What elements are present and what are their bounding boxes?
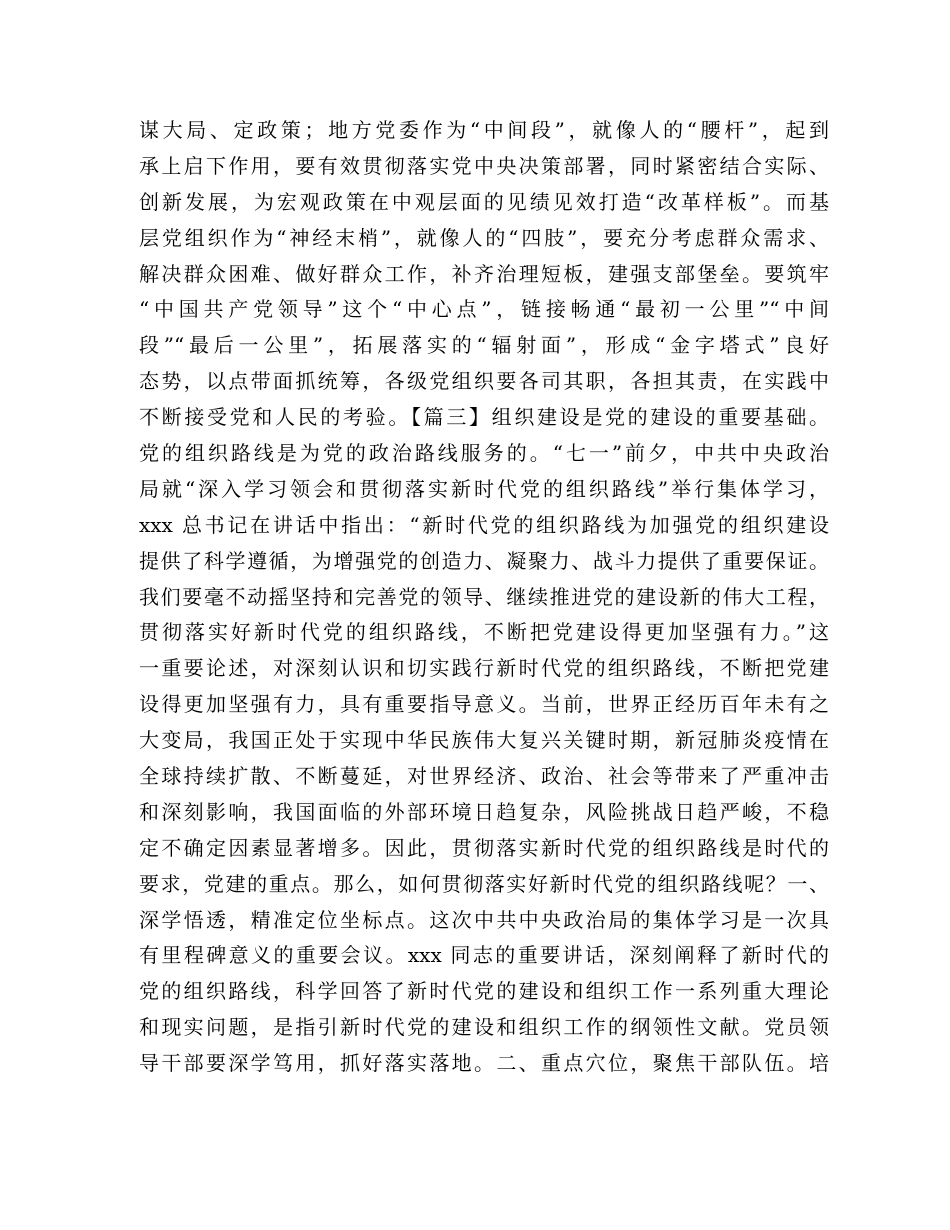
text-line: 党的组织路线，科学回答了新时代党的建设和组织工作一系列重大理论 xyxy=(139,979,829,1004)
text-line: “中国共产党领导”这个“中心点”，链接畅通“最初一公里”“中间 xyxy=(139,297,829,322)
text-line: 态势，以点带面抓统筹，各级党组织要各司其职，各担其责，在实践中 xyxy=(139,369,829,394)
text-line: 设得更加坚强有力，具有重要指导意义。当前，世界正经历百年未有之 xyxy=(139,692,829,717)
text-line: 创新发展，为宏观政策在中观层面的见绩见效打造“改革样板”。而基 xyxy=(139,189,829,214)
text-line: 党的组织路线是为党的政治路线服务的。“七一”前夕，中共中央政治 xyxy=(139,441,829,466)
text-line: 大变局，我国正处于实现中华民族伟大复兴关键时期，新冠肺炎疫情在 xyxy=(139,728,829,753)
text-line: 不断接受党和人民的考验。【篇三】组织建设是党的建设的重要基础。 xyxy=(139,405,829,430)
body-text xyxy=(139,113,829,1082)
text-line: 谋大局、定政策；地方党委作为“中间段”，就像人的“腰杆”，起到 xyxy=(139,118,829,142)
text-line: 段”“最后一公里”，拓展落实的“辐射面”，形成“金字塔式”良好 xyxy=(139,333,829,358)
text-line: 有里程碑意义的重要会议。xxx 同志的重要讲话，深刻阐释了新时代的 xyxy=(139,943,829,968)
text-line: 导干部要深学笃用，抓好落实落地。二、重点穴位，聚焦干部队伍。培 xyxy=(139,1051,829,1076)
text-line: 承上启下作用，要有效贯彻落实党中央决策部署，同时紧密结合实际、 xyxy=(139,153,829,178)
text-line: 和深刻影响，我国面临的外部环境日趋复杂，风险挑战日趋严峻，不稳 xyxy=(139,799,829,824)
text-line: 和现实问题，是指引新时代党的建设和组织工作的纲领性文献。党员领 xyxy=(139,1015,829,1040)
text-line: 层党组织作为“神经末梢”，就像人的“四肢”，要充分考虑群众需求、 xyxy=(139,225,829,250)
text-line: 我们要毫不动摇坚持和完善党的领导、继续推进党的建设新的伟大工程， xyxy=(139,584,829,609)
text-line: 要求，党建的重点。那么，如何贯彻落实好新时代党的组织路线呢？一、 xyxy=(139,871,829,896)
text-line: 提供了科学遵循，为增强党的创造力、凝聚力、战斗力提供了重要保证。 xyxy=(139,548,829,573)
text-line: 解决群众困难、做好群众工作，补齐治理短板，建强支部堡垒。要筑牢 xyxy=(139,261,829,286)
text-line: 一重要论述，对深刻认识和切实践行新时代党的组织路线，不断把党建 xyxy=(139,656,829,681)
text-line: 定不确定因素显著增多。因此，贯彻落实新时代党的组织路线是时代的 xyxy=(139,835,829,860)
text-line: 局就“深入学习领会和贯彻落实新时代党的组织路线”举行集体学习， xyxy=(139,476,829,501)
text-line: 贯彻落实好新时代党的组织路线，不断把党建设得更加坚强有力。”这 xyxy=(139,620,829,645)
text-line: 全球持续扩散、不断蔓延，对世界经济、政治、社会等带来了严重冲击 xyxy=(139,764,829,789)
text-line: xxx 总书记在讲话中指出：“新时代党的组织路线为加强党的组织建设 xyxy=(139,512,829,537)
text-line: 深学悟透，精准定位坐标点。这次中共中央政治局的集体学习是一次具 xyxy=(139,907,829,932)
